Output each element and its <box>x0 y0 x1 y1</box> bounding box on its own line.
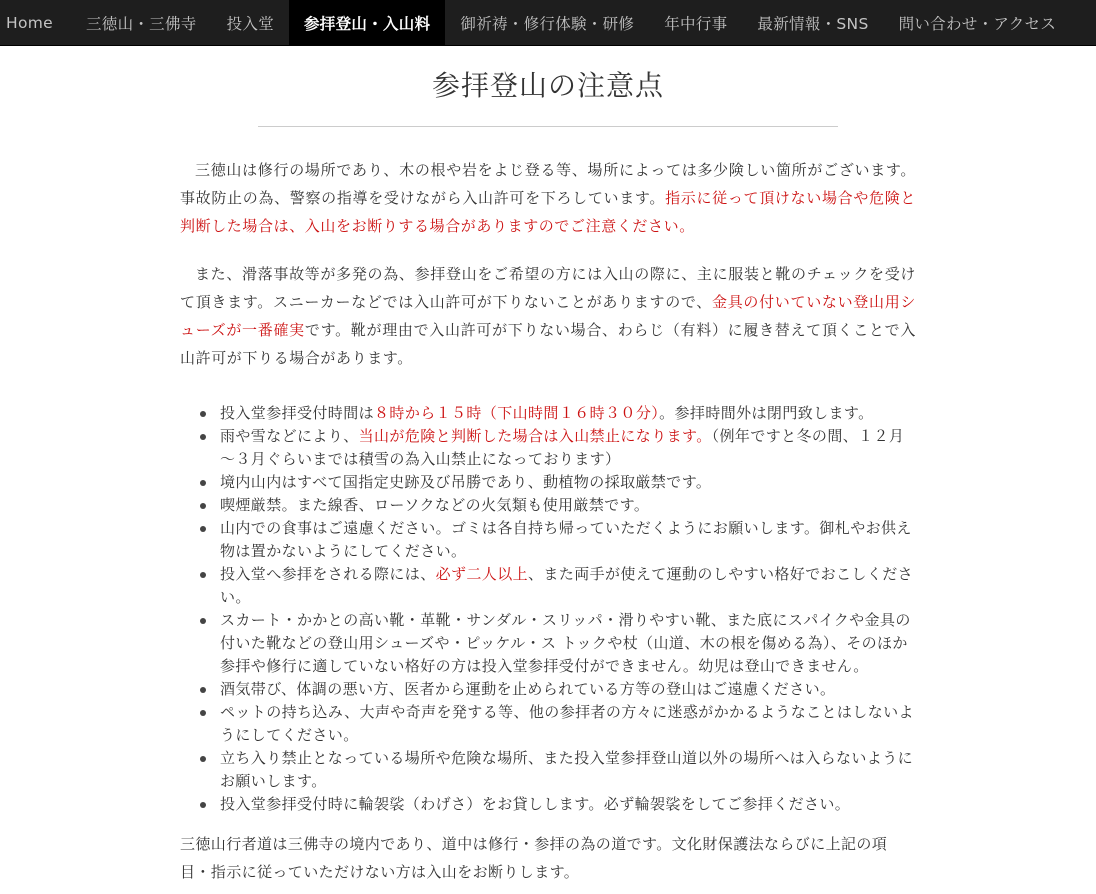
page-title: 参拝登山の注意点 <box>431 69 664 102</box>
bullet-icon <box>200 618 206 624</box>
rule-text: 投入堂参拝受付時間は <box>220 404 375 422</box>
list-item <box>220 793 916 816</box>
closing-paragraph: 三徳山行者道は三佛寺の境内であり、道中は修行・参拝の為の道です。文化財保護法ならびに上記の項目・指示に従っていただけない方は入山をお断りします。 <box>180 835 888 881</box>
intro-paragraph-1 <box>180 156 916 240</box>
rule-text: 雨や雪などにより、 <box>220 427 359 445</box>
paragraph-emphasis: 金具の付いていない登山用シューズが一番確実 <box>180 293 916 339</box>
nav-home[interactable]: Home <box>6 13 53 32</box>
rule-text-tail: 、また両手が使えて運動のしやすい格好でおこしください。 <box>220 565 914 606</box>
bullet-icon <box>200 503 206 509</box>
nav-prayer-training[interactable]: 御祈祷・修行体験・研修 <box>460 14 635 33</box>
title-divider <box>258 126 838 127</box>
bullet-icon <box>200 411 206 417</box>
main-content <box>180 46 916 886</box>
rule-emphasis: 当山が危険と判断した場合は入山禁止になります。 <box>358 427 712 445</box>
intro-paragraph-2 <box>180 260 916 372</box>
rule-text: 投入堂へ参拝をされる際には、 <box>220 565 436 583</box>
list-item <box>220 701 916 747</box>
rule-emphasis: 必ず二人以上 <box>435 565 529 583</box>
paragraph-text: また、滑落事故等が多発の為、参拝登山をご希望の方には入山の際に、主に服装と靴のチェックを受けて頂きます。スニーカーなどでは入山許可が下りないことがありますので、 <box>180 265 916 311</box>
rule-emphasis: ８時から１５時（下山時間１６時３０分） <box>374 404 660 422</box>
rules-list <box>180 402 916 816</box>
rule-text: 喫煙厳禁。また線香、ローソクなどの火気類も使用厳禁です。 <box>220 496 650 514</box>
rule-text: 立ち入り禁止となっている場所や危険な場所、また投入堂参拝登山道以外の場所へは入らないようにお願いします。 <box>220 749 914 790</box>
paragraph-text: 三徳山は修行の場所であり、木の根や岩をよじ登る等、場所によっては多少険しい箇所がございます。事故防止の為、警察の指導を受けながら入山許可を下ろしています。 <box>180 161 916 207</box>
list-item <box>220 609 916 678</box>
nav-contact-access[interactable]: 問い合わせ・アクセス <box>898 14 1057 33</box>
list-item <box>220 425 916 471</box>
nav-nageiredo[interactable]: 投入堂 <box>226 14 274 33</box>
nav-news-sns[interactable]: 最新情報・SNS <box>757 14 869 33</box>
list-item <box>220 678 916 701</box>
rule-text-tail: 。参拝時間外は閉門致します。 <box>659 404 874 422</box>
rule-text-tail: （例年ですと冬の間、１２月～３月ぐらいまでは積雪の為入山禁止になっております） <box>220 427 905 468</box>
list-item <box>220 747 916 793</box>
top-navigation <box>0 0 1096 46</box>
nav-climbing-fees[interactable]: 参拝登山・入山料 <box>289 0 445 45</box>
rule-text: ペットの持ち込み、大声や奇声を発する等、他の参拝者の方々に迷惑がかかるようなことはしないようにしてください。 <box>220 703 914 744</box>
bullet-icon <box>200 802 206 808</box>
paragraph-text-tail: です。靴が理由で入山許可が下りない場合、わらじ（有料）に履き替えて頂くことで入山許可が下りる場合があります。 <box>180 321 916 367</box>
list-item <box>220 471 916 494</box>
bullet-icon <box>200 480 206 486</box>
paragraph-emphasis: 指示に従って頂けない場合や危険と判断した場合は、入山をお断りする場合がありますのでご注意ください。 <box>180 189 916 235</box>
bullet-icon <box>200 756 206 762</box>
list-item <box>220 494 916 517</box>
bullet-icon <box>200 434 206 440</box>
rule-text: 投入堂参拝受付時に輪袈裟（わげさ）をお貸しします。必ず輪袈裟をしてご参拝ください。 <box>220 795 851 813</box>
list-item <box>220 517 916 563</box>
bullet-icon <box>200 710 206 716</box>
rule-text: 酒気帯び、体調の悪い方、医者から運動を止められている方等の登山はご遠慮ください。 <box>220 680 836 698</box>
rule-text: 山内での食事はご遠慮ください。ゴミは各自持ち帰っていただくようにお願いします。御札やお供え物は置かないようにしてください。 <box>220 519 912 560</box>
bullet-icon <box>200 572 206 578</box>
list-item <box>220 402 916 425</box>
bullet-icon <box>200 687 206 693</box>
nav-annual-events[interactable]: 年中行事 <box>664 14 728 33</box>
nav-mitokusan-sanbutsuji[interactable]: 三徳山・三佛寺 <box>85 14 197 33</box>
list-item <box>220 563 916 609</box>
bullet-icon <box>200 526 206 532</box>
rule-text: スカート・かかとの高い靴・革靴・サンダル・スリッパ・滑りやすい靴、また底にスパイクや金具の付いた靴などの登山用シューズや・ピッケル・ス トックや杖（山道、木の根を傷める為）、そのほか参拝や修行に適していない格好の方は投入堂参拝受付ができません。幼児は登山できません。 <box>220 611 911 675</box>
rule-text: 境内山内はすべて国指定史跡及び吊勝であり、動植物の採取厳禁です。 <box>220 473 712 491</box>
